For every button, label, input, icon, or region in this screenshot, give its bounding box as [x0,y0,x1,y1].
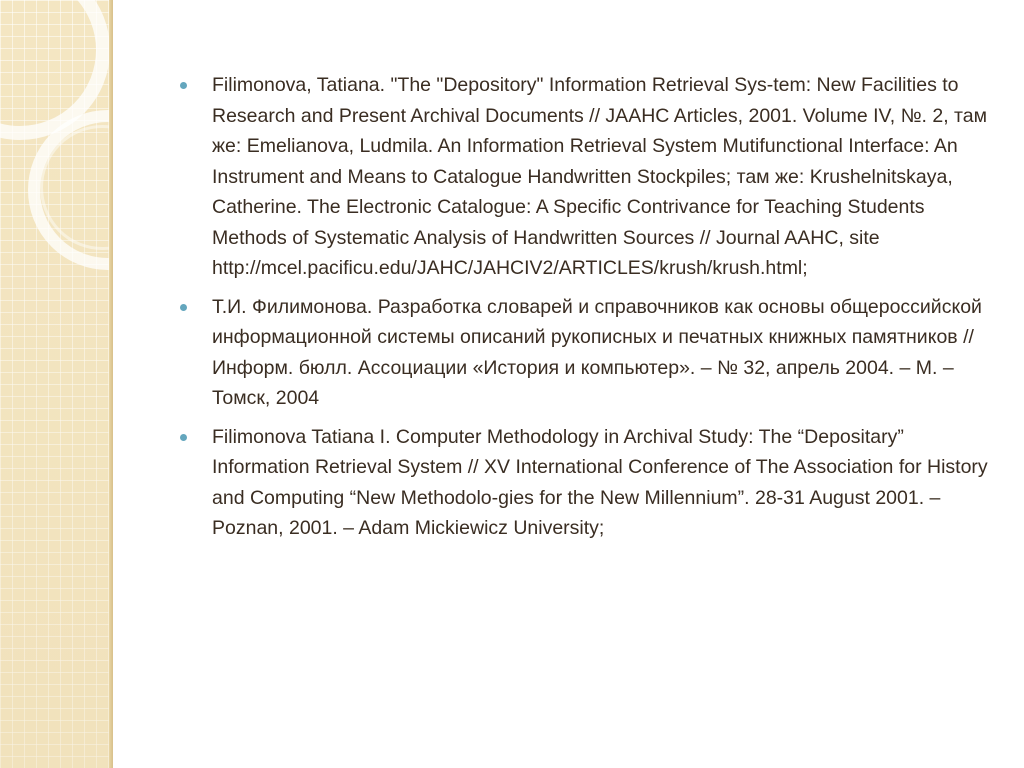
list-item [180,422,995,544]
bullet-icon [180,82,187,89]
bullet-icon [180,304,187,311]
list-item-text: Filimonova Tatiana I. Computer Methodology in Archival Study: The “Depositary” Information Retrieval System // XV International Conference of The Association for History and Computing “New Methodolo-gies for the New Millennium”. 28-31 August 2001. – Poznan, 2001. – Adam Mickiewicz University; [212,425,988,539]
list-item [180,292,995,414]
list-item [180,70,995,284]
list-item-text: Т.И. Филимонова. Разработка словарей и справочников как основы общероссийской информационной системы описаний рукописных и печатных книжных памятников // Информ. бюлл. Ассоциации «История и компьютер». – № 32, апрель 2004. – М. – Томск, 2004 [212,295,982,409]
side-panel-edge [109,0,113,768]
bibliography-list-container [180,70,995,552]
bullet-icon [180,434,187,441]
bibliography-list [180,70,995,544]
list-item-text: Filimonova, Tatiana. "The "Depository" Information Retrieval Sys-tem: New Facilities to Research and Present Archival Documents // JAAHC Articles, 2001. Volume IV, №. 2, там же: Emelianova, Ludmila. An Information Retrieval System Mutifunctional Interface: An Instrument and Means to Catalogue Handwritten Stockpiles; там же: Krushelnitskaya, Catherine. The Electronic Catalogue: A Specific Contrivance for Teaching Students Methods of Systematic Analysis of Handwritten Sources // Journal AAHC, site http://mcel.pacificu.edu/JAHC/JAHCIV2/ARTICLES/krush/krush.html; [212,74,988,279]
decorative-side-panel [0,0,113,768]
